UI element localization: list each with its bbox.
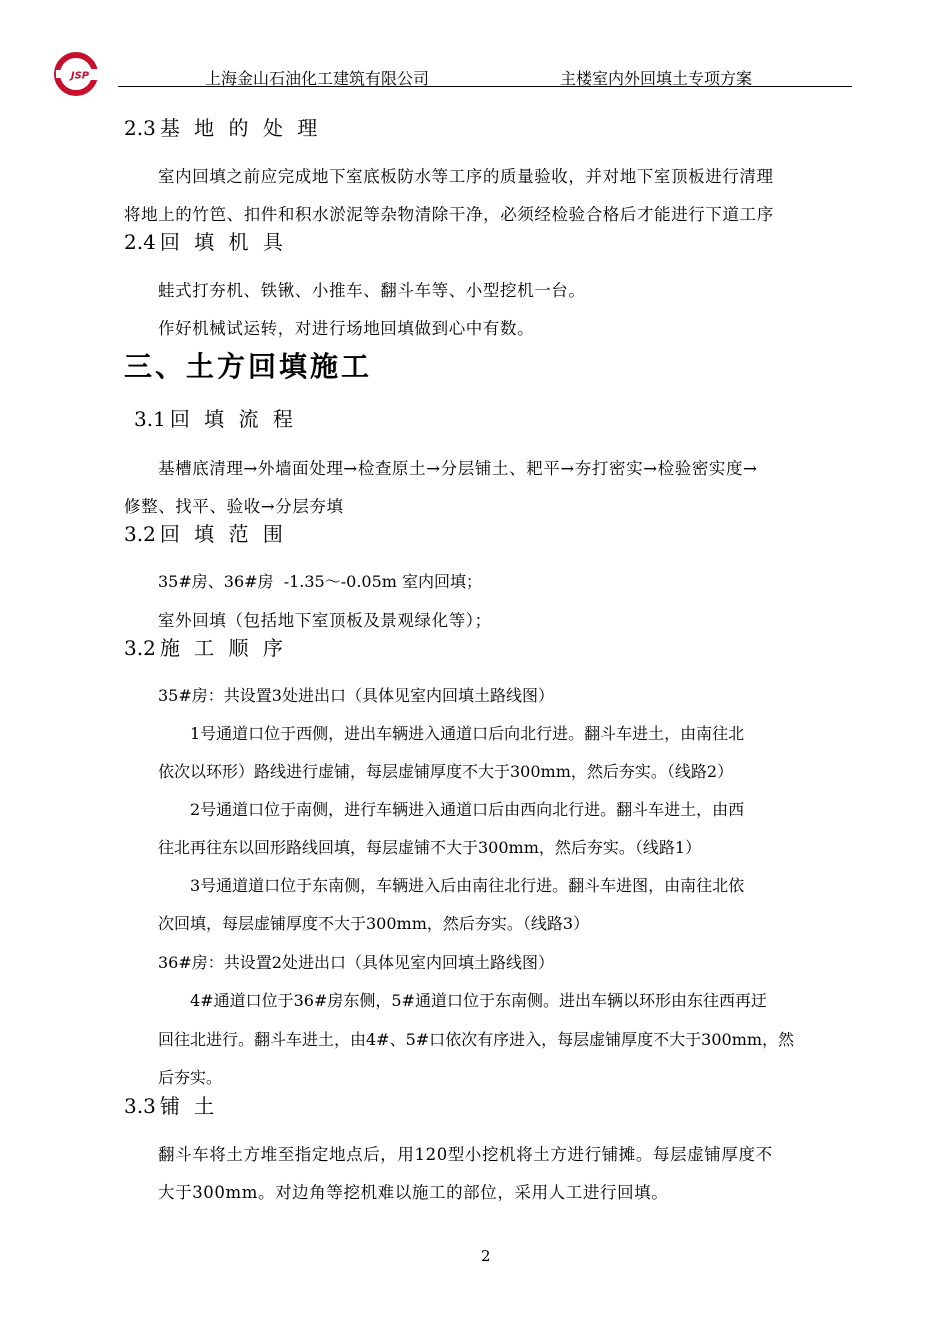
section-2-4-heading: 2.4 回 填 机 具 bbox=[124, 230, 287, 254]
section-3-2-order-line-10: 回往北进行。翻斗车进土，由4#、5#口依次有序进入，每层虚铺厚度不大于300mm，然 bbox=[158, 1030, 795, 1049]
chapter-3-title: 三、土方回填施工 bbox=[124, 350, 373, 383]
logo-text: JSP bbox=[70, 70, 90, 82]
section-3-3-heading: 3.3 铺 土 bbox=[124, 1094, 219, 1118]
section-2-3-heading: 2.3 基 地 的 处 理 bbox=[124, 116, 322, 140]
section-3-2-order-line-11: 后夯实。 bbox=[158, 1068, 223, 1087]
header-company: 上海金山石油化工建筑有限公司 bbox=[205, 69, 430, 88]
section-3-2-range-heading: 3.2 回 填 范 围 bbox=[124, 522, 287, 546]
section-3-2-order-line-7: 次回填，每层虚铺厚度不大于300mm，然后夯实。（线路3） bbox=[158, 914, 590, 933]
section-2-3-line-2: 将地上的竹笆、扣件和积水淤泥等杂物清除干净，必须经检验合格后才能进行下道工序 bbox=[124, 205, 774, 224]
section-3-3-line-2: 大于300mm。对边角等挖机难以施工的部位，采用人工进行回填。 bbox=[158, 1183, 669, 1202]
section-3-2-order-line-5: 往北再往东以回形路线回填，每层虚铺不大于300mm，然后夯实。（线路1） bbox=[158, 838, 702, 857]
section-2-4-line-2: 作好机械试运转，对进行场地回填做到心中有数。 bbox=[158, 319, 535, 338]
section-3-2-order-line-6: 3号通道道口位于东南侧，车辆进入后由南往北行进。翻斗车进图，由南往北依 bbox=[190, 876, 745, 895]
section-3-1-heading: 3.1 回 填 流 程 bbox=[134, 407, 297, 431]
section-3-2-order-line-3: 依次以环形）路线进行虚铺，每层虚铺厚度不大于300mm，然后夯实。（线路2） bbox=[158, 762, 734, 781]
section-3-1-line-1: 基槽底清理→外墙面处理→检查原土→分层铺土、耙平→夯打密实→检验密实度→ bbox=[158, 459, 758, 478]
section-3-3-line-1: 翻斗车将土方堆至指定地点后，用120型小挖机将土方进行铺摊。每层虚铺厚度不 bbox=[158, 1145, 773, 1164]
section-2-3-line-1: 室内回填之前应完成地下室底板防水等工序的质量验收，并对地下室顶板进行清理 bbox=[158, 167, 774, 186]
section-3-2-order-heading: 3.2 施 工 顺 序 bbox=[124, 636, 287, 660]
section-2-4-line-1: 蛙式打夯机、铁锹、小推车、翻斗车等、小型挖机一台。 bbox=[158, 281, 586, 300]
section-3-2-order-line-1: 35#房：共设置3处进出口（具体见室内回填土路线图） bbox=[158, 686, 554, 705]
company-logo bbox=[52, 52, 104, 96]
section-3-2-range-line-2: 室外回填（包括地下室顶板及景观绿化等）； bbox=[158, 611, 492, 630]
section-3-2-range-line-1: 35#房、36#房 -1.35～-0.05m 室内回填； bbox=[158, 572, 483, 591]
section-3-2-order-line-4: 2号通道口位于南侧，进行车辆进入通道口后由西向北行进。翻斗车进土，由西 bbox=[190, 800, 745, 819]
header-divider bbox=[118, 86, 852, 87]
section-3-2-order-line-8: 36#房：共设置2处进出口（具体见室内回填土路线图） bbox=[158, 953, 554, 972]
section-3-2-order-line-9: 4#通道口位于36#房东侧，5#通道口位于东南侧。进出车辆以环形由东往西再迂 bbox=[190, 991, 767, 1010]
page-number: 2 bbox=[481, 1247, 491, 1265]
section-3-2-order-line-2: 1号通道口位于西侧，进出车辆进入通道口后向北行进。翻斗车进土，由南往北 bbox=[190, 724, 745, 743]
header-doc-title: 主楼室内外回填土专项方案 bbox=[560, 69, 753, 88]
section-3-1-line-2: 修整、找平、验收→分层夯填 bbox=[124, 497, 344, 516]
